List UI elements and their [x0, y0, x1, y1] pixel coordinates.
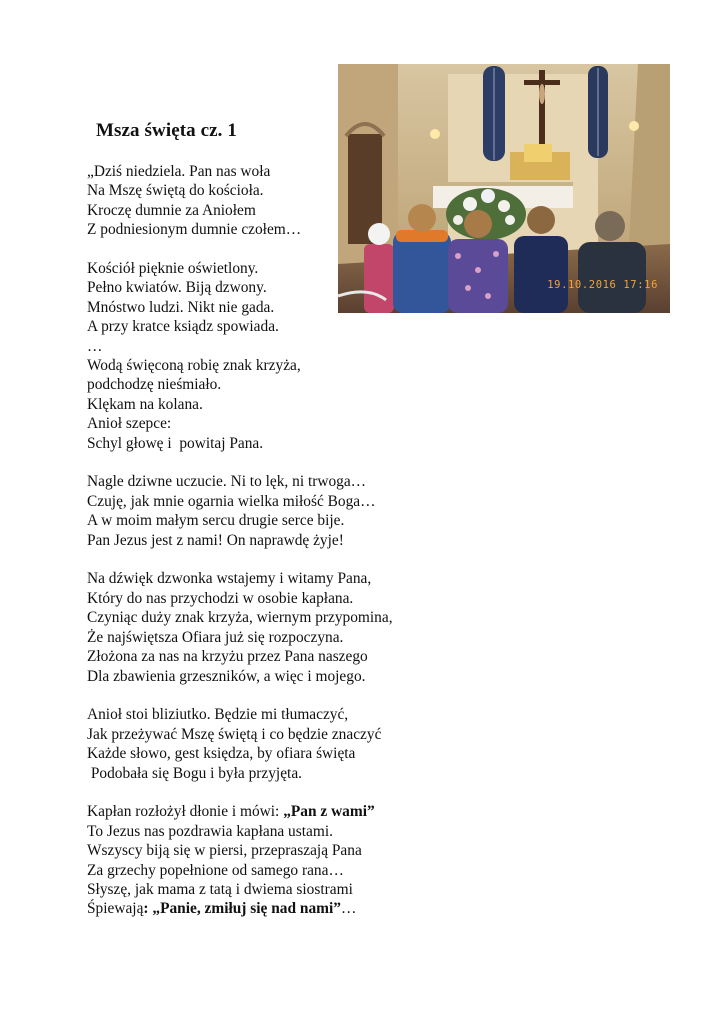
poem-line [87, 861, 447, 880]
poem-stanza [87, 259, 447, 453]
poem-line-bold-segment: : „Panie, zmiłuj się nad nami” [143, 900, 341, 918]
poem-line [87, 880, 447, 899]
poem-line [87, 317, 447, 336]
poem-line [87, 802, 447, 821]
poem-line [87, 375, 447, 394]
poem-line [87, 647, 447, 666]
photo-date-stamp: 19.10.2016 17:16 [547, 279, 658, 291]
poem-line [87, 511, 447, 530]
poem-line [87, 744, 447, 763]
poem-line [87, 278, 447, 297]
poem-stanza [87, 802, 447, 918]
poem-line-segment: Wodą święconą robię znak krzyża, [87, 357, 301, 375]
poem-line [87, 764, 447, 783]
poem-line-segment: Kapłan rozłożył dłonie i mówi: [87, 803, 284, 821]
poem-line-segment: Schyl głowę i powitaj Pana. [87, 434, 264, 452]
poem-line [87, 337, 447, 356]
poem-line-segment: Pan Jezus jest z nami! On naprawdę żyje! [87, 531, 344, 549]
poem-line-segment: Który do nas przychodzi w osobie kapłana. [87, 589, 354, 607]
poem-line [87, 725, 447, 744]
poem-line-segment: Anioł stoi bliziutko. Będzie mi tłumaczyć, [87, 706, 349, 724]
poem-stanza [87, 472, 447, 550]
poem-line [87, 899, 447, 918]
poem-stanza [87, 162, 447, 240]
poem-line [87, 492, 447, 511]
poem-line-segment: Kroczę dumnie za Aniołem [87, 201, 256, 219]
poem-line [87, 822, 447, 841]
poem-line-segment: Mnóstwo ludzi. Nikt nie gada. [87, 298, 275, 316]
poem-line [87, 220, 447, 239]
poem-stanza [87, 569, 447, 685]
poem-line-segment: Z podniesionym dumnie czołem… [87, 221, 302, 239]
poem-line-segment: Pełno kwiatów. Biją dzwony. [87, 279, 267, 297]
poem-line-segment: Podobała się Bogu i była przyjęta. [87, 764, 302, 782]
poem-line-segment: Każde słowo, gest księdza, by ofiara święta [87, 745, 356, 763]
poem-line-segment: Anioł szepce: [87, 415, 172, 433]
poem-line [87, 628, 447, 647]
poem-line-segment: A przy kratce ksiądz spowiada. [87, 318, 279, 336]
page-title: Msza święta cz. 1 [96, 120, 237, 141]
poem-line-segment: Złożona za nas na krzyżu przez Pana naszego [87, 648, 368, 666]
poem-stanza [87, 705, 447, 783]
poem-line [87, 395, 447, 414]
poem-line [87, 589, 447, 608]
poem-line [87, 414, 447, 433]
poem-body [87, 162, 447, 938]
poem-line [87, 569, 447, 588]
poem-line-segment: Na Mszę świętą do kościoła. [87, 182, 264, 200]
poem-line [87, 259, 447, 278]
poem-line-segment: A w moim małym sercu drugie serce bije. [87, 512, 345, 530]
poem-line [87, 201, 447, 220]
poem-line-segment: Wszyscy biją się w piersi, przepraszają Pana [87, 842, 362, 860]
poem-line-segment: Śpiewają [87, 900, 144, 918]
poem-line [87, 434, 447, 453]
poem-line-segment: „Dziś niedziela. Pan nas woła [87, 163, 271, 180]
poem-line-segment: Że najświętsza Ofiara już się rozpoczyna. [87, 628, 344, 646]
poem-line-segment: Kościół pięknie oświetlony. [87, 260, 259, 278]
poem-line [87, 705, 447, 724]
poem-line [87, 356, 447, 375]
poem-line-segment: To Jezus nas pozdrawia kapłana ustami. [87, 822, 333, 840]
poem-line-segment: … [87, 337, 103, 355]
poem-line-segment: Dla zbawienia grzeszników, a więc i mojego. [87, 667, 366, 685]
poem-line [87, 608, 447, 627]
poem-line-segment: Na dźwięk dzwonka wstajemy i witamy Pana, [87, 570, 372, 588]
poem-line-segment: Jak przeżywać Mszę świętą i co będzie znaczyć [87, 725, 382, 743]
poem-line [87, 841, 447, 860]
poem-line-segment: Czyniąc duży znak krzyża, wiernym przypomina, [87, 609, 393, 627]
poem-line-segment: Nagle dziwne uczucie. Ni to lęk, ni trwoga… [87, 473, 367, 491]
poem-line [87, 472, 447, 491]
poem-line-segment: Za grzechy popełnione od samego rana… [87, 861, 344, 879]
poem-line-segment: Klękam na kolana. [87, 395, 203, 413]
poem-line [87, 667, 447, 686]
poem-line-segment: … [340, 900, 357, 918]
poem-line-segment: Czuję, jak mnie ogarnia wielka miłość Boga… [87, 492, 376, 510]
poem-line [87, 531, 447, 550]
poem-line [87, 298, 447, 317]
poem-line-segment: Słyszę, jak mama z tatą i dwiema siostrami [87, 880, 353, 898]
poem-line [87, 162, 447, 181]
poem-line [87, 181, 447, 200]
poem-line-bold-segment: „Pan z wami” [283, 803, 375, 821]
poem-line-segment: podchodzę nieśmiało. [87, 376, 222, 394]
